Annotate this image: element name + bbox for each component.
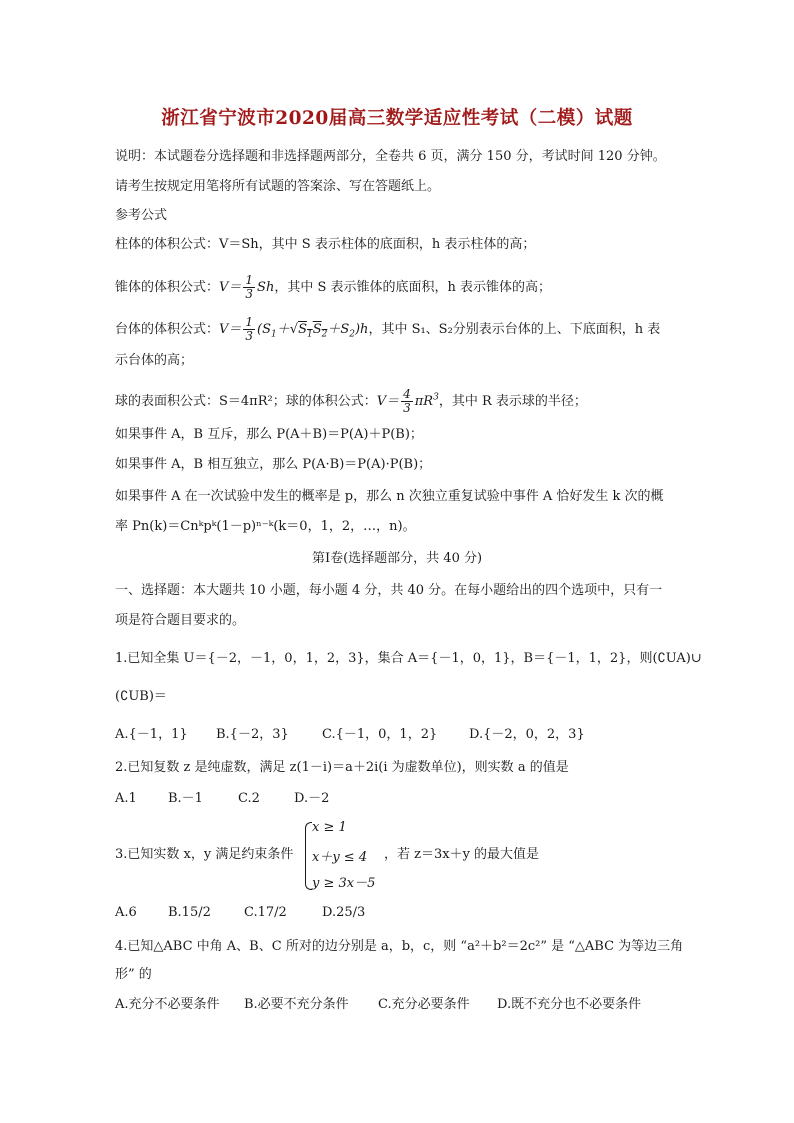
q2-option-c: C.2	[238, 791, 260, 806]
part-heading: 第Ⅰ卷(选择题部分，共 40 分)	[311, 551, 483, 566]
formulas-heading: 参考公式	[115, 208, 168, 223]
q1-stem-line-1: 1.已知全集 U＝{－2，－1，0，1，2，3}，集合 A＝{－1，0，1}，B＝{－1，1，2}，则(∁UA)∪	[115, 651, 702, 666]
formula-frustum-suffix: ，其中 S₁、S₂分别表示台体的上、下底面积，h 表	[368, 322, 661, 337]
q4-stem-line-2: 形” 的	[115, 967, 152, 982]
q1-option-c: C.{－1，0，1，2}	[322, 727, 438, 742]
q1-stem-line-2: (∁UB)＝	[115, 689, 167, 704]
q3-stem-prefix: 3.已知实数 x，y 满足约束条件	[115, 847, 294, 862]
q1-option-b: B.{－2，3}	[216, 727, 289, 742]
intro-line-1: 说明：本试题卷分选择题和非选择题两部分，全卷共 6 页，满分 150 分，考试时间 120 分钟。	[115, 149, 666, 164]
event-independent: 如果事件 A，B 相互独立，那么 P(A·B)＝P(A)·P(B)；	[115, 457, 432, 472]
q3-option-c: C.17/2	[244, 905, 287, 920]
section-line-1: 一、选择题：本大题共 10 小题，每小题 4 分，共 40 分。在每小题给出的四个选项中，只有一	[115, 583, 663, 598]
q4-stem-line-1: 4.已知△ABC 中角 A、B、C 所对的边分别是 a，b，c，则 “a²＋b²＝2c²” 是 “△ABC 为等边三角	[115, 939, 684, 954]
binomial-line-1: 如果事件 A 在一次试验中发生的概率是 p，那么 n 次独立重复试验中事件 A 恰好发生 k 次的概	[115, 489, 664, 504]
q4-option-b: B.必要不充分条件	[244, 997, 349, 1012]
q2-stem: 2.已知复数 z 是纯虚数，满足 z(1－i)＝a＋2i(i 为虚数单位)，则实数 a 的值是	[115, 760, 569, 775]
q3-option-d: D.25/3	[322, 905, 366, 920]
intro-line-2: 请考生按规定用笔将所有试题的答案涂、写在答题纸上。	[115, 179, 441, 194]
q3-option-b: B.15/2	[168, 905, 211, 920]
formula-sphere	[115, 388, 587, 415]
q3-constraint-2: x＋y ≤ 4	[312, 850, 368, 865]
page-title: 浙江省宁波市2020届高三数学适应性考试（二模）试题	[161, 108, 633, 129]
event-mutex: 如果事件 A，B 互斥，那么 P(A＋B)＝P(A)＋P(B)；	[115, 427, 423, 442]
formula-frustum-prefix: 台体的体积公式：	[115, 322, 220, 337]
q1-option-d: D.{－2，0，2，3}	[469, 727, 585, 742]
q2-option-b: B.－1	[168, 791, 203, 806]
sphere-volume-expression: V＝ $\frac{4}{3}$ $\pi R^3$	[376, 387, 439, 415]
q4-option-c: C.充分必要条件	[378, 997, 470, 1012]
formula-sphere-prefix: 球的表面积公式：S＝4πR²；球的体积公式：	[115, 394, 377, 409]
formula-cone-prefix: 锥体的体积公式：	[115, 280, 220, 295]
q4-option-a: A.充分不必要条件	[115, 997, 220, 1012]
q2-option-a: A.1	[115, 791, 137, 806]
q1-option-a: A.{－1，1}	[115, 727, 188, 742]
frustum-volume-expression: V＝ $\frac{1}{3}$ $(S_1+√S_1S_2+S_2)h$	[219, 315, 369, 343]
formula-prism: 柱体的体积公式：V＝Sh，其中 S 表示柱体的底面积，h 表示柱体的高；	[115, 237, 536, 252]
section-line-2: 项是符合题目要求的。	[115, 613, 246, 628]
q3-stem-suffix: ，若 z＝3x＋y 的最大值是	[384, 847, 540, 862]
q3-constraint-1: x ≥ 1	[312, 820, 347, 835]
formula-cone	[115, 274, 551, 301]
formula-frustum	[115, 316, 660, 343]
binomial-line-2: 率 Pn(k)＝Cnᵏpᵏ(1－p)ⁿ⁻ᵏ(k＝0，1，2，…，n)。	[115, 519, 416, 534]
cone-volume-expression: V＝ $\frac{1}{3}$ Sh	[219, 273, 275, 301]
q4-option-d: D.既不充分也不必要条件	[497, 997, 642, 1012]
q3-constraint-3: y ≥ 3x－5	[312, 876, 376, 891]
formula-sphere-suffix: ，其中 R 表示球的半径；	[438, 394, 587, 409]
formula-frustum-cont: 示台体的高；	[115, 353, 194, 368]
formula-cone-suffix: ，其中 S 表示锥体的底面积，h 表示锥体的高；	[274, 280, 552, 295]
q2-option-d: D.－2	[294, 791, 330, 806]
q3-option-a: A.6	[115, 905, 137, 920]
constraint-brace	[305, 822, 312, 890]
